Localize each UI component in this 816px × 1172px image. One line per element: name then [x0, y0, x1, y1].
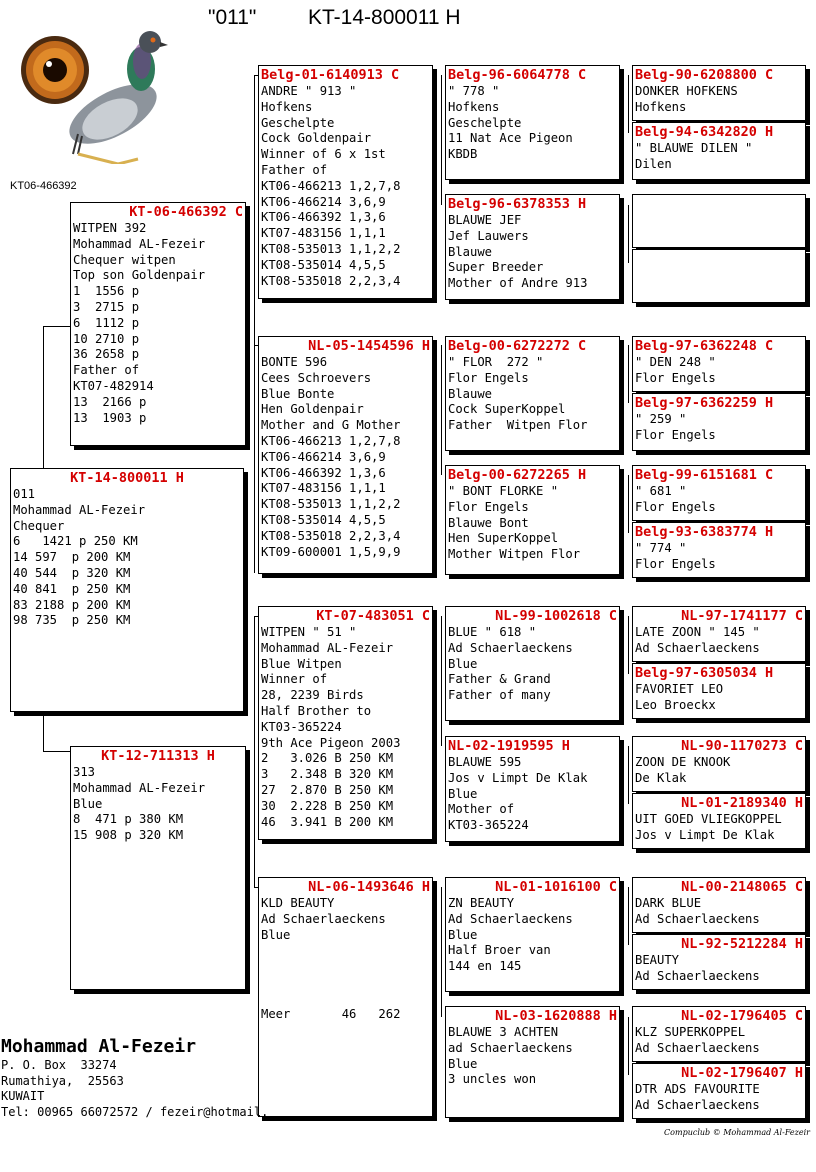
owner-contact-line: Tel: 00965 66072572 / fezeir@hotmail.: [1, 1104, 269, 1119]
pedigree-line: Ad Schaerlaeckens: [448, 640, 573, 655]
pedigree-line: Chequer witpen: [73, 252, 176, 267]
ring-number: Belg-97-6362248 C: [635, 338, 774, 354]
ring-number: NL-06-1493646 H: [308, 879, 430, 895]
pedigree-line: 6 1421 p 250 KM: [13, 534, 138, 549]
pedigree-line: Ad Schaerlaeckens: [635, 1040, 760, 1055]
pedigree-line: ZOON DE KNOOK: [635, 755, 731, 769]
pedigree-line: 83 2188 p 200 KM: [13, 597, 131, 612]
sire-sire-sire-box: [445, 65, 620, 180]
sire-sire-box: [258, 65, 433, 299]
pedigree-line: 98 735 p 250 KM: [13, 613, 131, 628]
pedigree-line: ANDRE " 913 ": [261, 84, 357, 98]
ring-number: Belg-97-6362259 H: [635, 395, 774, 411]
pedigree-line: KT06-466214 3,6,9: [261, 194, 386, 209]
pedigree-line: Cock Goldenpair: [261, 131, 372, 146]
pedigree-line: DARK BLUE: [635, 896, 702, 910]
ring-number: Belg-97-6305034 H: [635, 665, 774, 681]
ancestor-box-10: [632, 663, 806, 719]
sire-dam-dam-box: [445, 465, 620, 575]
photo-caption: KT06-466392: [10, 180, 77, 192]
ring-number: NL-00-2148065 C: [681, 879, 803, 895]
pedigree-line: UIT GOED VLIEGKOPPEL: [635, 812, 782, 826]
dam-dam-sire-box: [445, 877, 620, 992]
pedigree-line: Mother Witpen Flor: [448, 547, 581, 562]
ancestor-box-15: [632, 1006, 806, 1062]
ancestor-box-9: [632, 606, 806, 662]
ancestor-box-5: [632, 336, 806, 392]
pedigree-line: 15 908 p 320 KM: [73, 828, 184, 843]
ancestor-box-12: [632, 793, 806, 849]
ring-number: NL-02-1796405 C: [681, 1008, 803, 1024]
ring-number: Belg-96-6064778 C: [448, 67, 587, 83]
ancestor-box-7: [632, 465, 806, 521]
pedigree-line: KT06-466213 1,2,7,8: [261, 178, 401, 193]
ring-number: NL-97-1741177 C: [681, 608, 803, 624]
pigeon-name: "011": [208, 6, 257, 29]
ring-number: NL-01-1016100 C: [495, 879, 617, 895]
sire-dam-sire-box: [445, 336, 620, 451]
ring-number: KT-07-483051 C: [316, 608, 430, 624]
pedigree-line: Jos v Limpt De Klak: [448, 770, 588, 785]
pedigree-line: Ad Schaerlaeckens: [261, 911, 386, 926]
ring-number: NL-02-1796407 H: [681, 1065, 803, 1081]
pedigree-line: Flor Engels: [448, 370, 529, 385]
pedigree-line: 8 471 p 380 KM: [73, 812, 184, 827]
pedigree-line: Mohammad AL-Fezeir: [73, 780, 206, 795]
pedigree-line: BLUE " 618 ": [448, 625, 537, 639]
owner-address-line: P. O. Box 33274: [1, 1058, 117, 1072]
pedigree-line: Ad Schaerlaeckens: [635, 1097, 760, 1112]
pedigree-line: Mother of: [448, 802, 515, 817]
pedigree-line: KT07-483156 1,1,1: [261, 481, 386, 496]
pedigree-line: KT07-483156 1,1,1: [261, 226, 386, 241]
pedigree-line: Cock SuperKoppel: [448, 402, 566, 417]
pedigree-line: Half Broer van: [448, 943, 551, 958]
dam-sire-dam-box: [445, 736, 620, 842]
ring-number: Belg-96-6378353 H: [448, 196, 587, 212]
pedigree-line: 46 3.941 B 200 KM: [261, 814, 394, 829]
pedigree-line: Ad Schaerlaeckens: [635, 911, 760, 926]
ring-number: Belg-00-6272265 H: [448, 467, 587, 483]
pedigree-line: KT08-535014 4,5,5: [261, 512, 386, 527]
pedigree-line: ad Schaerlaeckens: [448, 1040, 573, 1055]
owner-name: Mohammad Al-Fezeir: [1, 1036, 197, 1057]
pedigree-line: Mother and G Mother: [261, 418, 401, 433]
ring-number: Belg-00-6272272 C: [448, 338, 587, 354]
pedigree-line: 3 uncles won: [448, 1072, 537, 1087]
pedigree-line: Ad Schaerlaeckens: [635, 640, 760, 655]
sire-box: [70, 202, 246, 446]
pedigree-line: Chequer: [13, 518, 65, 533]
pedigree-line: 13 1903 p: [73, 410, 147, 425]
ring-number: Belg-94-6342820 H: [635, 124, 774, 140]
pedigree-line: Blue Witpen: [261, 656, 342, 671]
ring-number: KT-12-711313 H: [101, 748, 215, 764]
pedigree-line: Blue Bonte: [261, 386, 335, 401]
pedigree-line: 6 1112 p: [73, 315, 140, 330]
pedigree-line: Blauwe: [448, 244, 493, 259]
pedigree-line: Hofkens: [448, 99, 500, 114]
pedigree-line: Super Breeder: [448, 260, 544, 275]
ring-number: NL-90-1170273 C: [681, 738, 803, 754]
pigeon-photo: [18, 14, 168, 164]
pedigree-line: Father of: [261, 162, 328, 177]
pedigree-line: Winner of 6 x 1st: [261, 147, 386, 162]
pedigree-line: Winner of: [261, 672, 328, 687]
ancestor-box-2: [632, 122, 806, 180]
pedigree-line: KT06-466392 1,3,6: [261, 465, 386, 480]
owner-info: [1, 1036, 268, 1120]
ring-number: KT-14-800011 H: [70, 470, 184, 486]
pedigree-line: BEAUTY: [635, 953, 680, 967]
pedigree-line: Blauwe Bont: [448, 515, 529, 530]
pedigree-line: KT09-600001 1,5,9,9: [261, 544, 401, 559]
pedigree-line: [261, 991, 430, 1007]
pedigree-line: [261, 943, 430, 959]
pedigree-line: Meer 46 262: [261, 1006, 401, 1021]
pedigree-line: KLD BEAUTY: [261, 896, 335, 910]
pedigree-line: 40 544 p 320 KM: [13, 565, 131, 580]
pedigree-line: Blauwe: [448, 386, 493, 401]
ring-number: Belg-90-6208800 C: [635, 67, 774, 83]
ring-number: NL-05-1454596 H: [308, 338, 430, 354]
dam-box: [70, 746, 246, 990]
pedigree-line: 10 2710 p: [73, 331, 140, 346]
dam-sire-box: [258, 606, 433, 840]
dam-sire-sire-box: [445, 606, 620, 721]
pedigree-line: Hen SuperKoppel: [448, 531, 559, 546]
pedigree-line: Jos v Limpt De Klak: [635, 827, 775, 842]
pedigree-line: 36 2658 p: [73, 347, 140, 362]
pedigree-line: Cees Schroevers: [261, 370, 372, 385]
pedigree-line: 40 841 p 250 KM: [13, 581, 131, 596]
ancestor-box-4: [632, 249, 806, 303]
ring-number: KT-06-466392 C: [129, 204, 243, 220]
pedigree-line: 144 en 145: [448, 959, 522, 974]
pedigree-line: Jef Lauwers: [448, 228, 529, 243]
pedigree-line: " FLOR 272 ": [448, 355, 544, 369]
pedigree-line: Ad Schaerlaeckens: [635, 968, 760, 983]
pedigree-line: Hofkens: [635, 99, 687, 114]
pigeon-eye-icon: [21, 36, 89, 104]
pedigree-line: Half Brother to: [261, 703, 372, 718]
pedigree-line: Geschelpte: [448, 115, 522, 130]
pedigree-line: 313: [73, 765, 96, 779]
pedigree-line: 13 2166 p: [73, 394, 147, 409]
pedigree-line: Flor Engels: [635, 556, 716, 571]
footer-credit: Compuclub © Mohammad Al-Fezeir: [664, 1128, 810, 1137]
ancestor-box-8: [632, 522, 806, 578]
owner-address-line: Rumathiya, 25563: [1, 1073, 124, 1088]
ancestor-box-14: [632, 934, 806, 990]
pedigree-line: " BONT FLORKE ": [448, 484, 559, 498]
ring-number: Belg-93-6383774 H: [635, 524, 774, 540]
pedigree-line: Flor Engels: [635, 427, 716, 442]
ancestor-box-11: [632, 736, 806, 792]
ancestor-box-16: [632, 1063, 806, 1119]
pedigree-line: Blue: [448, 786, 478, 801]
pedigree-line: Flor Engels: [448, 499, 529, 514]
pedigree-line: 11 Nat Ace Pigeon: [448, 131, 573, 146]
ring-number: NL-03-1620888 H: [495, 1008, 617, 1024]
pedigree-line: 28, 2239 Birds: [261, 688, 364, 703]
pedigree-line: Ad Schaerlaeckens: [448, 911, 573, 926]
ring-number: Belg-01-6140913 C: [261, 67, 400, 83]
pedigree-line: 27 2.870 B 250 KM: [261, 782, 394, 797]
ring-number: NL-02-1919595 H: [448, 738, 570, 754]
pedigree-line: 1 1556 p: [73, 284, 140, 299]
pedigree-line: KT08-535014 4,5,5: [261, 257, 386, 272]
ancestor-box-3: [632, 194, 806, 248]
pedigree-line: DTR ADS FAVOURITE: [635, 1082, 760, 1096]
pedigree-line: KT03-365224: [448, 818, 529, 833]
pedigree-line: KLZ SUPERKOPPEL: [635, 1025, 746, 1039]
pedigree-line: LATE ZOON " 145 ": [635, 625, 760, 639]
pedigree-line: KT07-482914: [73, 378, 154, 393]
pedigree-line: BLAUWE 3 ACHTEN: [448, 1025, 559, 1039]
pedigree-line: 30 2.228 B 250 KM: [261, 798, 394, 813]
pedigree-line: Hen Goldenpair: [261, 402, 364, 417]
ring-number: NL-01-2189340 H: [681, 795, 803, 811]
pedigree-line: KBDB: [448, 147, 478, 162]
dam-dam-box: [258, 877, 433, 1117]
pedigree-line: Hofkens: [261, 99, 313, 114]
pedigree-line: " BLAUWE DILEN ": [635, 141, 753, 155]
pedigree-line: [261, 959, 430, 975]
ring-number: NL-99-1002618 C: [495, 608, 617, 624]
pedigree-line: Blue: [448, 656, 478, 671]
pedigree-line: WITPEN " 51 ": [261, 625, 357, 639]
ancestor-box-1: [632, 65, 806, 121]
subject-box: [10, 468, 244, 712]
pedigree-line: " DEN 248 ": [635, 355, 716, 369]
pedigree-line: Father & Grand: [448, 672, 551, 687]
ring-number: Belg-99-6151681 C: [635, 467, 774, 483]
pedigree-line: " 774 ": [635, 541, 687, 555]
pedigree-line: BLAUWE 595: [448, 755, 522, 769]
pedigree-line: BONTE 596: [261, 355, 328, 369]
pedigree-line: KT06-466214 3,6,9: [261, 449, 386, 464]
pedigree-line: Mohammad AL-Fezeir: [261, 640, 394, 655]
pedigree-line: Blue: [261, 927, 291, 942]
pedigree-line: De Klak: [635, 770, 687, 785]
pedigree-line: KT06-466392 1,3,6: [261, 210, 386, 225]
dam-dam-dam-box: [445, 1006, 620, 1118]
ring-number: NL-92-5212284 H: [681, 936, 803, 952]
pedigree-line: Leo Broeckx: [635, 697, 716, 712]
pedigree-line: Flor Engels: [635, 499, 716, 514]
pedigree-line: 011: [13, 487, 36, 501]
pedigree-line: Mother of Andre 913: [448, 276, 588, 291]
pedigree-line: Mohammad AL-Fezeir: [13, 502, 146, 517]
pedigree-line: " 259 ": [635, 412, 687, 426]
pedigree-line: KT08-535013 1,1,2,2: [261, 497, 401, 512]
ancestor-box-13: [632, 877, 806, 933]
pedigree-line: Top son Goldenpair: [73, 268, 206, 283]
owner-address-line: KUWAIT: [1, 1089, 45, 1103]
pedigree-line: DONKER HOFKENS: [635, 84, 738, 98]
pedigree-line: Blue: [448, 1056, 478, 1071]
pedigree-line: Father of many: [448, 688, 551, 703]
pedigree-line: Father Witpen Flor: [448, 418, 588, 433]
pedigree-line: FAVORIET LEO: [635, 682, 724, 696]
pedigree-line: 3 2.348 B 320 KM: [261, 767, 394, 782]
pedigree-line: 14 597 p 200 KM: [13, 550, 131, 565]
pedigree-line: KT08-535018 2,2,3,4: [261, 273, 401, 288]
pedigree-line: ZN BEAUTY: [448, 896, 515, 910]
pedigree-line: 3 2715 p: [73, 299, 140, 314]
pedigree-line: [261, 975, 430, 991]
pedigree-line: KT03-365224: [261, 719, 342, 734]
pedigree-line: Blue: [448, 927, 478, 942]
pedigree-line: Geschelpte: [261, 115, 335, 130]
pedigree-line: 2 3.026 B 250 KM: [261, 751, 394, 766]
pedigree-line: WITPEN 392: [73, 221, 147, 235]
pedigree-line: KT08-535013 1,1,2,2: [261, 241, 401, 256]
pedigree-line: KT06-466213 1,2,7,8: [261, 433, 401, 448]
pedigree-line: " 681 ": [635, 484, 687, 498]
ancestor-box-6: [632, 393, 806, 451]
pedigree-line: 9th Ace Pigeon 2003: [261, 735, 401, 750]
pedigree-line: Father of: [73, 363, 140, 378]
pedigree-line: Flor Engels: [635, 370, 716, 385]
sire-sire-dam-box: [445, 194, 620, 300]
pedigree-line: KT08-535018 2,2,3,4: [261, 528, 401, 543]
sire-dam-box: [258, 336, 433, 574]
pedigree-line: Blue: [73, 796, 103, 811]
pedigree-line: Dilen: [635, 156, 672, 171]
pedigree-line: " 778 ": [448, 84, 500, 98]
pedigree-line: BLAUWE JEF: [448, 213, 522, 227]
pigeon-ring-number: KT-14-800011 H: [308, 6, 461, 29]
pedigree-line: Mohammad AL-Fezeir: [73, 236, 206, 251]
